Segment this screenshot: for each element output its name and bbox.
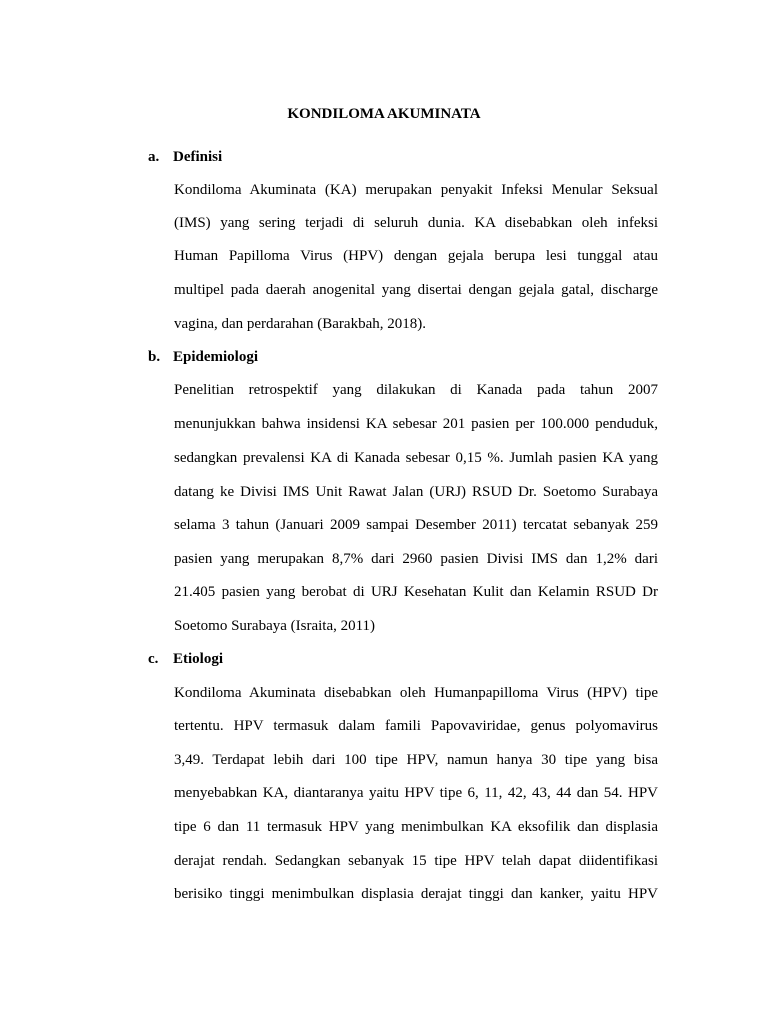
section-marker: a. [148,149,160,165]
paragraph-line: (IMS) yang sering terjadi di seluruh dunia. KA disebabkan oleh infeksi [174,215,658,231]
section-heading-etiologi [148,649,223,669]
paragraph-line: datang ke Divisi IMS Unit Rawat Jalan (URJ) RSUD Dr. Soetomo Surabaya [174,484,658,500]
paragraph-line: sedangkan prevalensi KA di Kanada sebesar 0,15 %. Jumlah pasien KA yang [174,450,658,466]
section-marker: b. [148,349,161,365]
paragraph-line: pasien yang merupakan 8,7% dari 2960 pasien Divisi IMS dan 1,2% dari [174,551,658,567]
section-heading-text: Definisi [173,149,223,165]
paragraph-line: tipe 6 dan 11 termasuk HPV yang menimbulkan KA eksofilik dan displasia [174,819,658,835]
section-marker: c. [148,651,159,667]
paragraph-line: Human Papilloma Virus (HPV) dengan gejala berupa lesi tunggal atau [174,248,658,264]
paragraph-line: menunjukkan bahwa insidensi KA sebesar 201 pasien per 100.000 penduduk, [174,416,658,432]
paragraph-line: 21.405 pasien yang berobat di URJ Kesehatan Kulit dan Kelamin RSUD Dr [174,584,658,600]
paragraph-line: 3,49. Terdapat lebih dari 100 tipe HPV, namun hanya 30 tipe yang bisa [174,752,658,768]
paragraph-line: Penelitian retrospektif yang dilakukan di Kanada pada tahun 2007 [174,382,658,398]
paragraph-line: tertentu. HPV termasuk dalam famili Papovaviridae, genus polyomavirus [174,718,658,734]
paragraph-line: Kondiloma Akuminata (KA) merupakan penyakit Infeksi Menular Seksual [174,182,658,198]
section-heading-definisi [148,147,222,167]
paragraph-line: vagina, dan perdarahan (Barakbah, 2018). [174,316,426,332]
paragraph-line: berisiko tinggi menimbulkan displasia derajat tinggi dan kanker, yaitu HPV [174,886,658,902]
paragraph-line: menyebabkan KA, diantaranya yaitu HPV tipe 6, 11, 42, 43, 44 dan 54. HPV [174,785,658,801]
paragraph-line: Soetomo Surabaya (Israita, 2011) [174,618,376,634]
paragraph-line: multipel pada daerah anogenital yang disertai dengan gejala gatal, discharge [174,282,658,298]
section-heading-epidemiologi [148,347,258,367]
document-title: KONDILOMA AKUMINATA [287,106,481,122]
paragraph-line: selama 3 tahun (Januari 2009 sampai Desember 2011) tercatat sebanyak 259 [174,517,658,533]
section-heading-text: Etiologi [173,651,224,667]
section-heading-text: Epidemiologi [173,349,259,365]
paragraph-line: Kondiloma Akuminata disebabkan oleh Humanpapilloma Virus (HPV) tipe [174,685,658,701]
paragraph-line: derajat rendah. Sedangkan sebanyak 15 tipe HPV telah dapat diidentifikasi [174,853,658,869]
